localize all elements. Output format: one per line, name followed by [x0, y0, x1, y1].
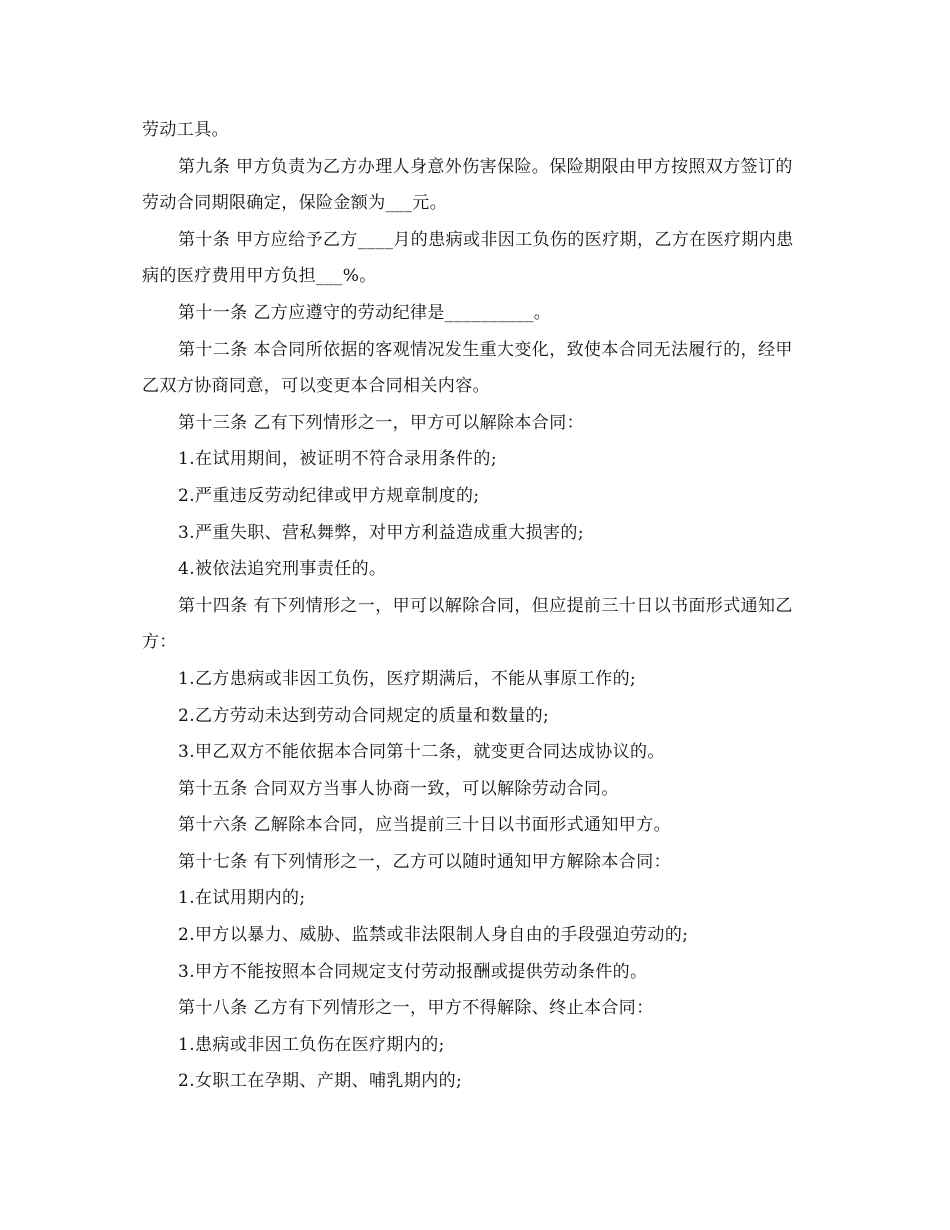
article-17-item-3: 3.甲方不能按照本合同规定支付劳动报酬或提供劳动条件的。 [178, 961, 648, 982]
article-18-item-1: 1.患病或非因工负伤在医疗期内的; [178, 1034, 445, 1055]
article-9: 第九条 甲方负责为乙方办理人身意外伤害保险。保险期限由甲方按照双方签订的劳动合同期限确定，保险金额为___元。 [142, 156, 793, 214]
article-13-item-3: 3.严重失职、营私舞弊，对甲方利益造成重大损害的; [178, 522, 584, 543]
article-17: 第十七条 有下列情形之一，乙方可以随时通知甲方解除本合同： [178, 851, 672, 872]
article-12: 第十二条 本合同所依据的客观情况发生重大变化，致使本合同无法履行的，经甲乙双方协商同意，可以变更本合同相关内容。 [142, 339, 793, 397]
article-16: 第十六条 乙解除本合同，应当提前三十日以书面形式通知甲方。 [178, 815, 672, 836]
article-13: 第十三条 乙有下列情形之一，甲方可以解除本合同： [178, 412, 585, 433]
article-17-item-2: 2.甲方以暴力、威胁、监禁或非法限制人身自由的手段强迫劳动的; [178, 925, 689, 946]
article-13-item-4: 4.被依法追究刑事责任的。 [178, 559, 387, 580]
article-13-item-2: 2.严重违反劳动纪律或甲方规章制度的; [178, 485, 480, 506]
article-14-item-3: 3.甲乙双方不能依据本合同第十二条，就变更合同达成协议的。 [178, 742, 665, 763]
article-13-item-1: 1.在试用期间，被证明不符合录用条件的; [178, 449, 497, 470]
article-14: 第十四条 有下列情形之一，甲可以解除合同，但应提前三十日以书面形式通知乙方： [142, 595, 793, 653]
contract-body [142, 112, 808, 1100]
article-15: 第十五条 合同双方当事人协商一致，可以解除劳动合同。 [178, 778, 619, 799]
article-18-item-2: 2.女职工在孕期、产期、哺乳期内的; [178, 1071, 463, 1092]
article-10: 第十条 甲方应给予乙方____月的患病或非因工负伤的医疗期，乙方在医疗期内患病的医疗费用甲方负担___%。 [142, 229, 794, 287]
paragraph-continuation: 劳动工具。 [142, 120, 229, 140]
article-17-item-1: 1.在试用期内的; [178, 888, 306, 909]
article-14-item-2: 2.乙方劳动未达到劳动合同规定的质量和数量的; [178, 705, 550, 726]
article-14-item-1: 1.乙方患病或非因工负伤，医疗期满后，不能从事原工作的; [178, 668, 637, 689]
article-18: 第十八条 乙方有下列情形之一，甲方不得解除、终止本合同： [178, 998, 654, 1019]
article-11: 第十一条 乙方应遵守的劳动纪律是__________。 [178, 302, 552, 323]
